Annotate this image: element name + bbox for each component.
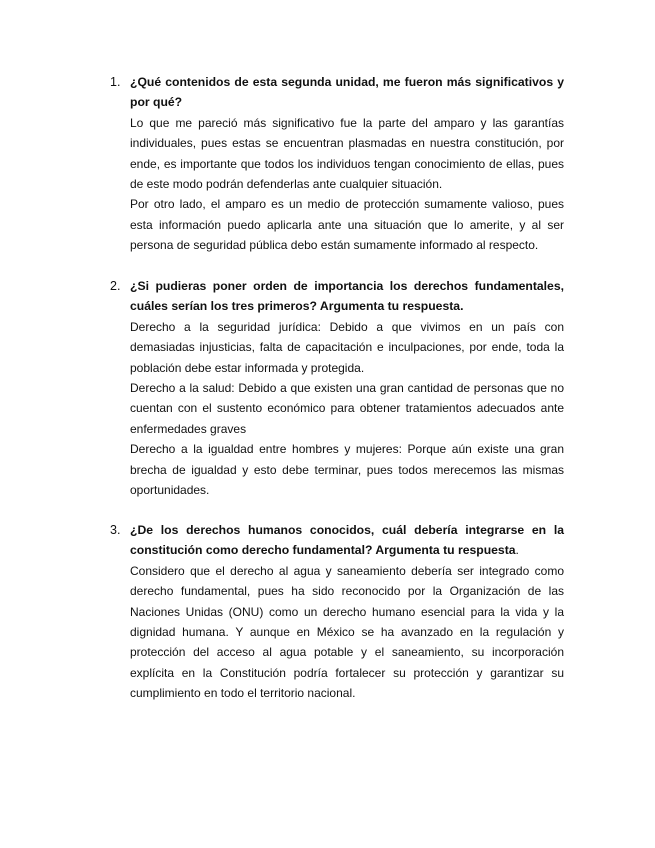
answer-paragraph: Derecho a la salud: Debido a que existen una gran cantidad de personas que no cuentan con el sustento económico para obtener tratamientos adecuados ante enfermedades graves	[130, 381, 564, 436]
answer-paragraph: Derecho a la seguridad jurídica: Debido a que vivimos en un país con demasiadas injusticias, falta de capacitación e inculpaciones, por ende, toda la población debe estar informada y protegida.	[130, 319, 564, 375]
question-title	[130, 520, 564, 561]
question-1	[110, 72, 564, 256]
question-title	[130, 72, 564, 113]
question-body	[130, 72, 564, 256]
question-number: 2.	[110, 279, 121, 293]
answer-paragraph: Lo que me pareció más significativo fue la parte del amparo y las garantías individuales, pues estas se encuentran plasmadas en nuestra constitución, por ende, es importante que todos los individuos tengan conocimiento de ellas, pues de este modo podrán defenderlas ante cualquier situación.	[130, 115, 564, 192]
question-title	[130, 276, 564, 317]
question-title-text: ¿Si pudieras poner orden de importancia los derechos fundamentales, cuáles serían los tres primeros? Argumenta tu respuesta.	[130, 279, 564, 314]
question-2	[110, 276, 564, 500]
question-3	[110, 520, 564, 704]
question-number: 1.	[110, 75, 121, 89]
question-number: 3.	[110, 523, 121, 537]
answer-paragraph: Considero que el derecho al agua y saneamiento debería ser integrado como derecho fundamental, pues ha sido reconocido por la Organización de las Naciones Unidas (ONU) como un derecho humano esencial para la vida y la dignidad humana. Y aunque en México se ha avanzado en la regulación y protección del acceso al agua potable y el saneamiento, su incorporación explícita en la Constitución podría fortalecer su protección y garantizar su cumplimiento en todo el territorio nacional.	[130, 563, 564, 701]
question-body	[130, 276, 564, 500]
answer-paragraph: Derecho a la igualdad entre hombres y mujeres: Porque aún existe una gran brecha de igualdad y esto debe terminar, pues todos merecemos las mismas oportunidades.	[130, 442, 564, 498]
question-body	[130, 520, 564, 704]
question-title-tail: .	[515, 543, 519, 558]
answer-paragraph: Por otro lado, el amparo es un medio de protección sumamente valioso, pues esta información puedo aplicarla ante una situación que lo amerite, y al ser persona de seguridad pública debo están sumamente informado al respecto.	[130, 197, 564, 253]
question-title-text: ¿De los derechos humanos conocidos, cuál debería integrarse en la constitución como derecho fundamental? Argumenta tu respuesta	[130, 523, 564, 558]
question-title-text: ¿Qué contenidos de esta segunda unidad, me fueron más significativos y por qué?	[130, 75, 564, 110]
